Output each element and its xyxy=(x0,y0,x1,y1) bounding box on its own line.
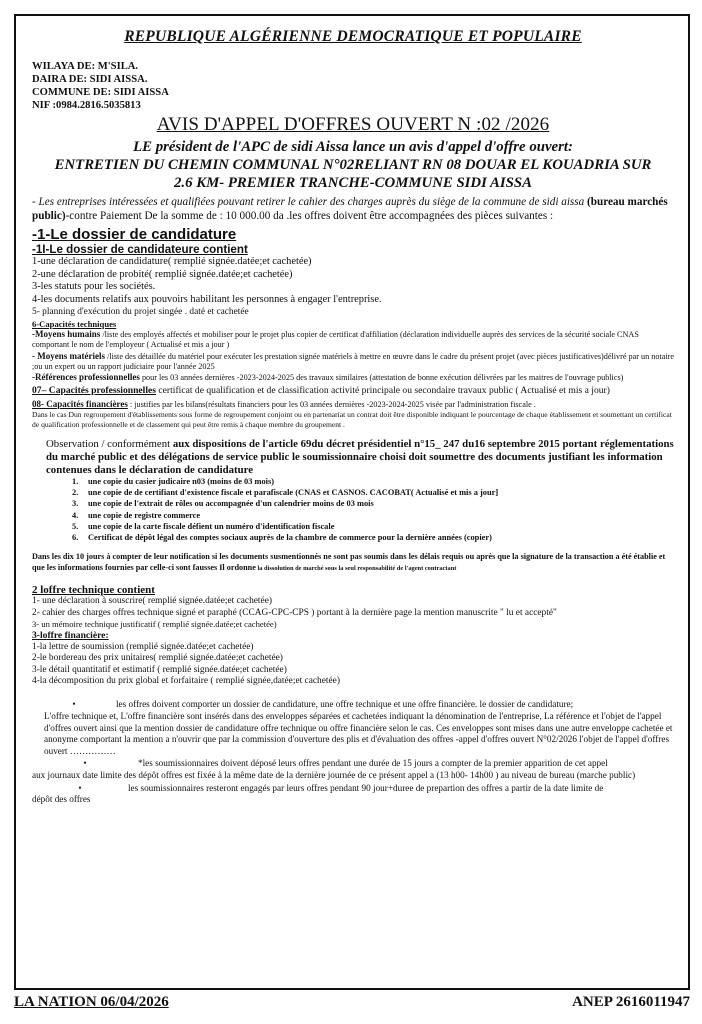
capacites-financieres xyxy=(32,399,674,410)
list-item: 3-les statuts pour les sociétés. xyxy=(32,281,156,293)
list-item: 4. une copie de registre commerce xyxy=(72,510,201,520)
warning-paragraph xyxy=(32,551,674,574)
anep-reference: ANEP 2616011947 xyxy=(572,994,690,1010)
references-label: -Références professionnelles xyxy=(32,371,140,382)
subtitle-line: ENTRETIEN DU CHEMIN COMMUNAL N°02RELIANT RN 08 DOUAR EL KOUADRIA SUR xyxy=(54,157,652,173)
capacites-professionnelles xyxy=(32,385,674,397)
financial-offer-heading: 3-loffre financière: xyxy=(32,630,109,642)
bullet-icon: • xyxy=(78,782,82,793)
cap-pro-label: 07– Capacités professionnelles xyxy=(32,385,157,397)
observation-lead: Observation / conformément xyxy=(46,438,171,450)
notice-page xyxy=(14,14,690,990)
moyens-materiels-text: /liste des détaillée du matériel pour exécuter les prestation signée matériels à mettre en œuvre dans le cadre du présent projet (avec pièces justificatives)délivré par un notaire ;ou un expert ou un rapport judiciaire pour l'année 2025 xyxy=(32,351,675,371)
subtitle-line: LE président de l'APC de sidi Aissa lance un avis d'appel d'offre ouvert: xyxy=(133,139,573,155)
publication-source: LA NATION 06/04/2026 xyxy=(14,994,169,1010)
bullet-icon: • xyxy=(72,699,76,710)
daira-line: DAIRA DE: SIDI AISSA. xyxy=(32,74,148,85)
list-item: 3-le détail quantitatif et estimatif ( remplié signée.datée;et cachetée) xyxy=(32,664,287,675)
list-item: 4-les documents relatifs aux pouvoirs habilitant les personnes à engager l'entreprise. xyxy=(32,293,382,305)
list-item: 1- une déclaration à souscrire( remplié signée.datée;et cachetée) xyxy=(32,596,272,607)
closing-text: L'offre technique et, L'offre financière sont insérés dans des enveloppes séparées et cachetées indiquant la dénomination de l'entreprise, La référence et l'objet de l'appel d'offres ouvert ainsi que la mention dossier de candidature offre technique ou offre financière selon le cas. Ces enveloppes sont mises dans une autre enveloppe cachetée et anonyme comportant la mention a n'ouvrir que par la commission d'ouverture des plis et d'évaluation des offres -appel d'offres ouvert N°02/2026 l'objet de l'appel d'offres ouvert …………… xyxy=(44,711,673,756)
section-2-heading: 2 loffre technique contient xyxy=(32,584,155,597)
technical-offer-list xyxy=(32,596,674,630)
intro-text-2: -contre Paiement De la somme de : 10 000.00 da .les offres doivent être accompagnées des pièces suivantes : xyxy=(65,209,554,222)
closing-text: *les soumissionnaires doivent déposé leurs offres pendant une durée de 15 jours a compter de la premier apparition de cet appel xyxy=(138,758,608,769)
capacites-techniques-heading: 6-Capacités techniques xyxy=(32,318,117,329)
closing-text: aux journaux date limite des dépôt offres est fixée à la même date de la dernière journée de ce présent appel a (13 h00- 14h00 ) au niveau de bureau (marche public) xyxy=(32,770,636,781)
references-text: pour les 03 années dernières -2023-2024-2025 des travaux similaires (attestation de bonne exécution délivrées par les maitres de l'ouvrage publics) xyxy=(139,372,624,382)
intro-bold: (bureau marchés public) xyxy=(32,196,668,222)
wilaya-line: WILAYA DE: M'SILA. xyxy=(32,61,139,72)
cap-fin-text: : justifies par les bilans(résultats financiers pour les 03 années dernières -2023-2024-2025 visée par l'administration fiscale . xyxy=(127,399,536,409)
notice-title: AVIS D'APPEL D'OFFRES OUVERT N :02 /2026 xyxy=(156,114,550,135)
financial-offer-list xyxy=(32,642,674,688)
closing-text: les soumissionnaires resteront engagés par leurs offres pendant 90 jour+duree de prepartion des offres a partir de la date limite de xyxy=(128,782,604,793)
list-item: 1-la lettre de soumission (remplié signée.datée;et cachetée) xyxy=(32,641,254,652)
moyens-materiels xyxy=(32,351,674,372)
intro-paragraph xyxy=(32,196,674,223)
subtitle-line: 2.6 KM- PREMIER TRANCHE-COMMUNE SIDI AISSA xyxy=(174,175,532,191)
list-item: 1-une déclaration de candidature( remplié signée.datée;et cachetée) xyxy=(32,256,312,267)
list-item: 2- cahier des charges offres technique signé et paraphé (CCAG-CPC-CPS ) portant à la dernière page la mention manuscrite " lu et accepté" xyxy=(32,607,557,618)
commune-line: COMMUNE DE: SIDI AISSA xyxy=(32,87,169,98)
list-item: 5. une copie de la carte fiscale défient un numéro d'identification fiscale xyxy=(72,521,335,531)
list-item: 1. une copie du casier judicaire n03 (moins de 03 mois) xyxy=(72,477,275,486)
cap-pro-text: certificat de qualification et de classification activité principale ou secondaire travaux public ( Actualisé et mis a jour) xyxy=(156,385,610,397)
observation-paragraph xyxy=(32,438,674,477)
list-item: 3. une copie de l'extrait de rôles ou accompagnée d'un calendrier moins de 03 mois xyxy=(72,499,374,509)
republic-heading: REPUBLIQUE ALGÉRIENNE DEMOCRATIQUE ET POPULAIRE xyxy=(124,28,582,45)
list-item: 2-le bordereau des prix unitaires( remplié signée.datée;et cachetée) xyxy=(32,653,283,664)
moyens-materiels-label: - Moyens matériels xyxy=(32,350,105,361)
administration-block xyxy=(32,60,674,112)
warning-tiny-text: la dissolution de marché sous la seul responsabilité de l'agent contractant xyxy=(255,565,457,573)
cap-fin-label: 08- Capacités financières xyxy=(32,398,128,409)
list-item: 5- planning d'exécution du projet singée . daté et cachetée xyxy=(32,307,249,318)
section-1-heading: -1-Le dossier de candidature xyxy=(32,226,237,243)
closing-text: les offres doivent comporter un dossier de candidature, une offre technique et une offre financière. le dossier de candidature; xyxy=(116,699,574,710)
intro-text: - Les entreprises intéressées et qualifiées pouvant retirer le cahier des charges auprès du siège de la commune de sidi aissa xyxy=(32,196,585,208)
bullet-icon: • xyxy=(83,758,87,769)
notice-subtitle xyxy=(32,138,674,192)
list-item: 6. Certificat de dépôt légal des comptes sociaux auprès de la chambre de commerce pour la dernière années (copier) xyxy=(72,533,492,543)
nif-line: NIF :0984.2816.5035813 xyxy=(32,100,141,111)
groupement-text: Dans le cas Dun regroupement d'établissements sous forme de regroupement conjoint ou en partenariat un contrat doit être disponible indiquant le pourcentage de chaque établissement et soumettant un certificat de qualification professionnelle et de classement qui peut être remis à chaque membre du groupement . xyxy=(32,410,672,429)
closing-paragraph xyxy=(32,758,674,781)
observation-text: aux dispositions de l'article 69du décret présidentiel n°15_ 247 du16 septembre 2015 portant réglementations du marché public et des délégations de service public le soumissionnaire choisi doit soumettre des documents justifiant les information contenues dans le déclaration de candidature xyxy=(46,438,674,476)
moyens-humains-text: /liste des employés affectés et mobiliser pour le projet plus copier de certificat d'affiliation (déclaration individuelle auprès des services de la sécurité sociale CNAS comportant le nom de l'employeur ( Actualisé et mis a jour ) xyxy=(32,330,639,350)
required-documents-list xyxy=(72,476,674,543)
footer xyxy=(14,994,690,1016)
closing-block xyxy=(32,699,674,805)
section-1-subheading: -1I-Le dossier de candidateure contient xyxy=(32,243,248,256)
closing-text: dépôt des offres xyxy=(32,794,91,805)
closing-paragraph xyxy=(32,699,674,757)
references xyxy=(32,372,674,383)
list-item: 2-une déclaration de probité( remplié signée.datée;et cachetée) xyxy=(32,268,293,280)
closing-paragraph xyxy=(32,783,674,806)
warning-text: Dans les dix 10 jours à compter de leur notification si les documents susmentionnés ne sont pas soumis dans les délais requis ou après que la signature de la transaction a été établie et que les informations fournies par celle-ci sont fausses Il ordonne xyxy=(32,552,666,573)
moyens-humains-label: -Moyens humains xyxy=(32,329,101,340)
list-item: 4-la décomposition du prix global et forfaitaire ( remplié signée,datée;et cachetée) xyxy=(32,676,340,687)
moyens-humains xyxy=(32,329,674,350)
list-item: 2. une copie de de certifiant d'existence fiscale et parafiscale (CNAS et CASNOS. CACOBAT( Actualisé et mis a jour] xyxy=(72,488,499,498)
list-item: 3- un mémoire technique justificatif ( remplié signée.datée;et cachetée) xyxy=(32,619,277,630)
candidature-list xyxy=(32,256,674,319)
